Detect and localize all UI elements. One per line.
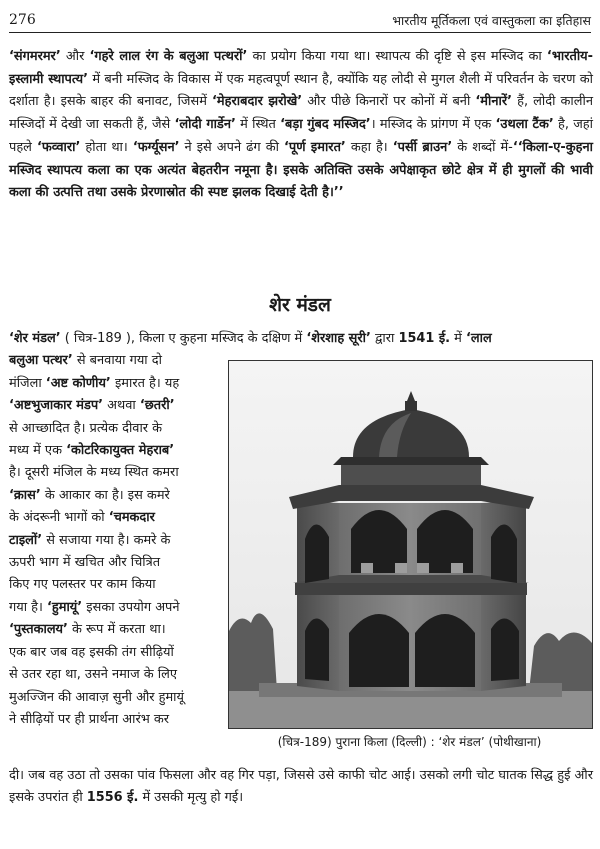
page-number: 276 xyxy=(9,12,36,28)
page-header xyxy=(9,10,591,33)
section-heading: शेर मंडल xyxy=(269,294,331,316)
running-title: भारतीय मूर्तिकला एवं वास्तुकला का इतिहास xyxy=(392,13,591,28)
line: ‘क्रास’ के आकार का है। इस कमरे xyxy=(9,487,170,503)
line: एक बार जब वह इसकी तंग सीढ़ियों xyxy=(9,644,174,660)
term: ‘मेहराबदार झरोखे’ xyxy=(212,94,303,110)
paragraph-humayun-death: दी। जब वह उठा तो उसका पांव फिसला और वह गिर पड़ा, जिससे उसे काफी चोट आई। उसको लगी चोट घातक सिद्ध हुई और इसके उपरांत ही 1556 ई. में उसकी मृत्यु हो गई। xyxy=(9,768,593,806)
line: ‘अष्टभुजाकार मंडप’ अथवा ‘छतरी’ xyxy=(9,398,175,414)
term: ‘लोदी गार्डेन’ xyxy=(174,117,236,133)
term: ‘पर्सी ब्राउन’ xyxy=(392,139,453,155)
line: से आच्छादित है। प्रत्येक दीवार के xyxy=(9,420,163,436)
line: मंजिला ‘अष्ट कोणीय’ इमारत है। यह xyxy=(9,375,180,391)
line: ‘शेर मंडल’ ( चित्र-189 ), किला ए कुहना मस्जिद के दक्षिण में ‘शेरशाह सूरी’ द्वारा 1541 ई. में ‘लाल xyxy=(9,331,492,346)
term: ‘पूर्ण इमारत’ xyxy=(283,139,346,155)
line: ऊपरी भाग में खचित और चित्रित xyxy=(9,555,161,571)
term: ‘भारतीय-इस्लामी स्थापत्य’ xyxy=(9,49,594,87)
monument-illustration xyxy=(229,361,592,728)
term: ‘उथला टैंक’ xyxy=(495,117,554,133)
line: किए गए पलस्तर पर काम किया xyxy=(9,577,156,593)
line: गया है। ‘हुमायूं’ इसका उपयोग अपने xyxy=(9,599,180,615)
line: टाइलों’ से सजाया गया है। कमरे के xyxy=(9,532,171,548)
line: ने सीढ़ियों पर ही प्रार्थना आरंभ कर xyxy=(9,711,170,727)
term: ‘फव्वारा’ xyxy=(36,139,81,155)
term: ‘फर्ग्यूसन’ xyxy=(132,139,180,155)
sher-mandal-photo xyxy=(228,360,593,729)
paragraph-kila-e-kuhna: ‘संगमरमर’ और ‘गहरे लाल रंग के बलुआ पत्थरों’ का प्रयोग किया गया था। स्थापत्य की दृष्टि से इस मस्जिद का ‘भारतीय-इस्लामी स्थापत्य’ में बनी मस्जिद के विकास में एक महत्वपूर्ण स्थान है, क्योंकि यह लोदी से मुगल शैली में परिवर्तन के चरण को दर्शाता है। इसके बाहर की बनावट, जिसमें ‘मेहराबदार झरोखे’ और पीछे किनारों पर कोनों में बनी ‘मीनारें’ हैं, लोदी कालीन मस्जिदों में देखी जा सकती हैं, जैसे ‘लोदी गार्डेन’ में स्थित ‘बड़ा गुंबद मस्जिद’। मस्जिद के प्रांगण में एक ‘उथला टैंक’ है, जहां पहले ‘फव्वारा’ होता था। ‘फर्ग्यूसन’ ने इसे अपने ढंग की ‘पूर्ण इमारत’ कहा है। ‘पर्सी ब्राउन’ के शब्दों में-‘‘किला-ए-कुहना मस्जिद स्थापत्य कला का एक अत्यंत बेहतरीन नमूना है। इसके अतिक्ति उसके अपेक्षाकृत छोटे क्षेत्र में ही मुगलों की भावी कला की उत्पत्ति तथा उसके प्रेरणास्रोत की स्पष्ट झलक दिखाई देती है।’’ xyxy=(9,49,594,201)
line: है। दूसरी मंजिल के मध्य स्थित कमरा xyxy=(9,465,179,481)
line: के अंदरूनी भागों को ‘चमकदार xyxy=(9,510,155,526)
term: ‘बड़ा गुंबद मस्जिद’ xyxy=(280,117,371,133)
line: मुअज्जिन की आवाज़ सुनी और हुमायूं xyxy=(9,689,184,705)
figure-caption: (चित्र-189) पुराना किला (दिल्ली) : ‘शेर मंडल’ (पोथीखाना) xyxy=(277,735,542,749)
line: से उतर रहा था, उसने नमाज के लिए xyxy=(9,667,178,683)
term: ‘संगमरमर’ xyxy=(9,49,61,64)
line: ‘पुस्तकालय’ के रूप में करता था। xyxy=(9,622,166,638)
quotation: ‘‘किला-ए-कुहना मस्जिद स्थापत्य कला का एक अत्यंत बेहतरीन नमूना है। इसके अतिक्ति उसके अपेक्षाकृत छोटे क्षेत्र में ही मुगलों की भावी कला की उत्पत्ति तथा उसके प्रेरणास्रोत की स्पष्ट झलक दिखाई देती है।’’ xyxy=(9,139,594,201)
term: ‘मीनारें’ xyxy=(475,94,513,110)
term: ‘गहरे लाल रंग के बलुआ पत्थरों’ xyxy=(89,49,248,64)
line: बलुआ पत्थर’ से बनवाया गया दो xyxy=(9,353,162,369)
line: मध्य में एक ‘कोटरिकायुक्त मेहराब’ xyxy=(9,443,175,459)
